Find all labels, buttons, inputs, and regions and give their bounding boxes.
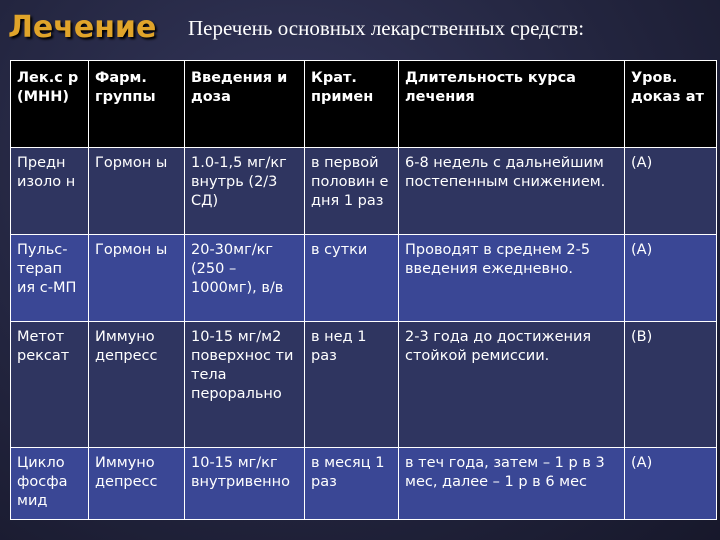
slide-subtitle: Перечень основных лекарственных средств: [188, 16, 585, 40]
header-duration: Длительность курса лечения [399, 61, 625, 148]
table-row [11, 448, 717, 520]
cell-route-dose: 1.0-1,5 мг/кг внутрь (2/3 СД) [185, 148, 305, 235]
header-route-dose: Введения и доза [185, 61, 305, 148]
table-row [11, 148, 717, 235]
cell-duration: в теч года, затем – 1 р в 3 мес, далее – 1 р в 6 мес [399, 448, 625, 520]
cell-duration: 6-8 недель с дальнейшим постепенным снижением. [399, 148, 625, 235]
header-frequency: Крат. примен [305, 61, 399, 148]
cell-drug-name: Пульс-терап ия с-МП [11, 235, 89, 322]
cell-evidence-level: (В) [625, 322, 717, 448]
cell-duration: Проводят в среднем 2-5 введения ежедневно. [399, 235, 625, 322]
cell-pharm-group: Иммуно депресс [89, 448, 185, 520]
cell-duration: 2-3 года до достижения стойкой ремиссии. [399, 322, 625, 448]
table-header-row [11, 61, 717, 148]
cell-frequency: в месяц 1 раз [305, 448, 399, 520]
cell-frequency: в сутки [305, 235, 399, 322]
cell-pharm-group: Гормон ы [89, 235, 185, 322]
cell-drug-name: Предн изоло н [11, 148, 89, 235]
cell-route-dose: 10-15 мг/кг внутривенно [185, 448, 305, 520]
cell-frequency: в первой половин е дня 1 раз [305, 148, 399, 235]
table-row [11, 235, 717, 322]
cell-drug-name: Метот рексат [11, 322, 89, 448]
cell-route-dose: 20-30мг/кг (250 – 1000мг), в/в [185, 235, 305, 322]
header-drug-name: Лек.с р (МНН) [11, 61, 89, 148]
cell-route-dose: 10-15 мг/м2 поверхнос ти тела перорально [185, 322, 305, 448]
table-row [11, 322, 717, 448]
cell-drug-name: Цикло фосфа мид [11, 448, 89, 520]
slide-title: Лечение [8, 10, 157, 45]
cell-pharm-group: Гормон ы [89, 148, 185, 235]
header-pharm-group: Фарм. группы [89, 61, 185, 148]
drug-table [10, 60, 717, 520]
cell-frequency: в нед 1 раз [305, 322, 399, 448]
cell-pharm-group: Иммуно депресс [89, 322, 185, 448]
cell-evidence-level: (А) [625, 448, 717, 520]
header-evidence-level: Уров. доказ ат [625, 61, 717, 148]
cell-evidence-level: (А) [625, 148, 717, 235]
cell-evidence-level: (А) [625, 235, 717, 322]
